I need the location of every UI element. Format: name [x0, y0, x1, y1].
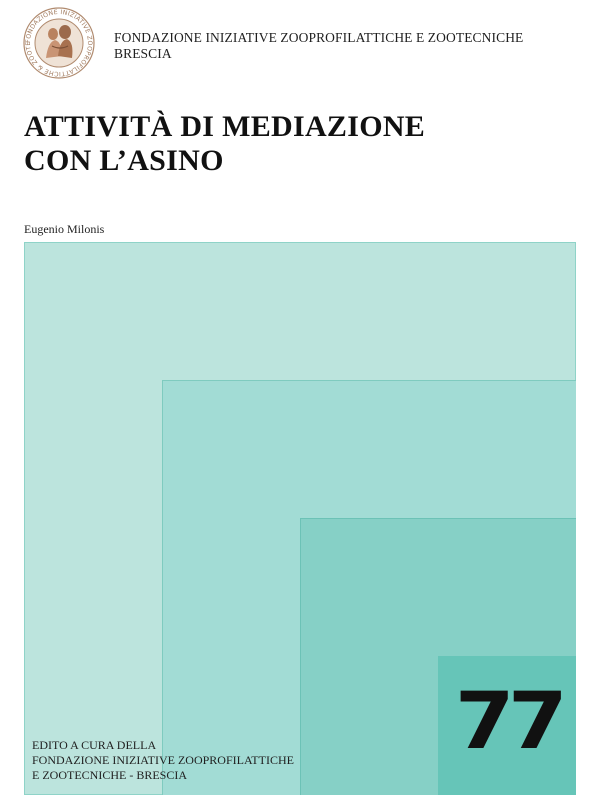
- publisher-line-3: E ZOOTECNICHE - BRESCIA: [32, 768, 187, 782]
- publisher-line-1: EDITO A CURA DELLA: [32, 738, 157, 752]
- foundation-header: [114, 30, 523, 62]
- foundation-city: BRESCIA: [114, 46, 172, 61]
- publisher-line-2: FONDAZIONE INIZIATIVE ZOOPROFILATTICHE: [32, 753, 294, 767]
- volume-number: 77: [454, 677, 562, 767]
- publisher-note: [32, 738, 294, 783]
- title-line-2: CON L’ASINO: [24, 144, 224, 177]
- foundation-logo-seal: [22, 6, 96, 80]
- book-title: [24, 110, 425, 178]
- title-line-1: ATTIVITÀ DI MEDIAZIONE: [24, 110, 426, 143]
- logo-ring-text: FONDAZIONE INIZIATIVE ZOOPROFILATTICHE & ZOOTE: [24, 8, 94, 78]
- foundation-name: FONDAZIONE INIZIATIVE ZOOPROFILATTICHE E ZOOTECNICHE: [114, 30, 524, 45]
- author-name: Eugenio Milonis: [24, 222, 105, 236]
